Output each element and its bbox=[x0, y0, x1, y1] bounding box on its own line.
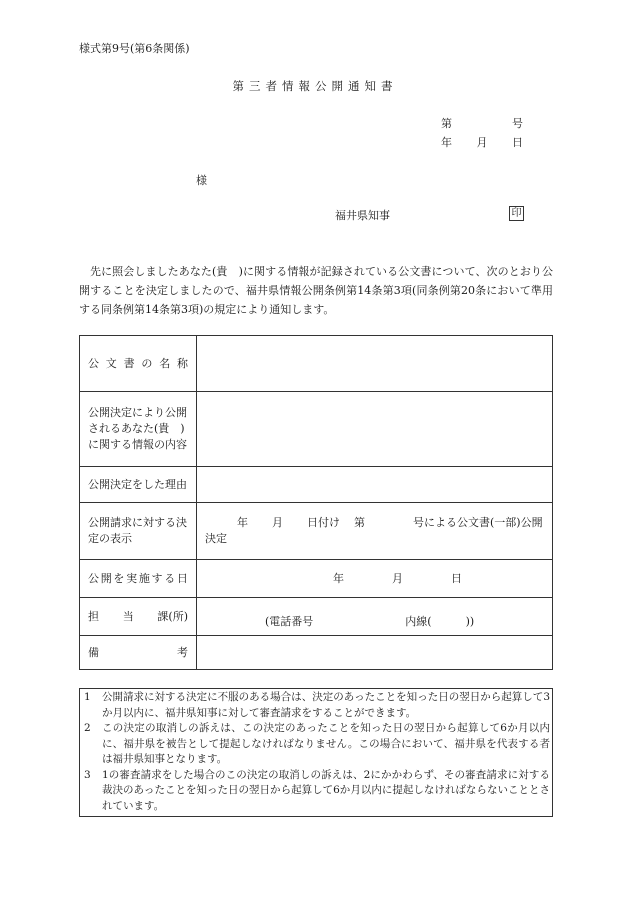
disclosed-info-label: 公開決定により公開されるあなた(貴 )に関する情報の内容 bbox=[80, 392, 197, 467]
table-row bbox=[80, 467, 553, 503]
note-number: 2 bbox=[84, 722, 91, 734]
note-number: 3 bbox=[84, 768, 91, 781]
document-name-value bbox=[197, 336, 553, 392]
document-name-label-char: 公 bbox=[88, 356, 99, 370]
remarks-value bbox=[197, 636, 553, 670]
decision-year: 年 bbox=[237, 516, 248, 529]
implementation-year: 年 bbox=[333, 571, 344, 585]
notice-table bbox=[79, 335, 553, 670]
document-number-label: 第 bbox=[441, 117, 452, 130]
department-label-char: 課(所) bbox=[157, 609, 188, 623]
implementation-date-label-char: す bbox=[151, 571, 163, 585]
document-name-label-char: 称 bbox=[176, 356, 188, 370]
seal-stamp: 印 bbox=[509, 206, 524, 221]
note-number: 1 bbox=[84, 691, 91, 703]
implementation-date-label-char: る bbox=[164, 571, 176, 585]
note-text: 公開請求に対する決定に不服のある場合は、決定のあったことを知った日の翌日から起算して3か月以内に、福井県知事に対して審査請求をすることができます。 bbox=[102, 691, 550, 719]
implementation-date-label-char: 実 bbox=[126, 571, 138, 585]
implementation-day: 日 bbox=[451, 571, 462, 585]
implementation-date-label bbox=[80, 560, 197, 598]
notes-box bbox=[79, 688, 553, 817]
implementation-date-label-char: を bbox=[113, 571, 125, 585]
issue-date-day: 日 bbox=[512, 136, 523, 149]
implementation-date-label-char: 施 bbox=[138, 571, 150, 585]
table-row bbox=[80, 503, 553, 560]
note-item bbox=[84, 690, 550, 721]
document-number-suffix: 号 bbox=[512, 117, 523, 130]
note-item bbox=[84, 721, 550, 768]
document-name-label bbox=[80, 336, 197, 392]
notice-body-text: 先に照会しましたあなた(貴 )に関する情報が記録されている公文書について、次のとおり公開することを決定しましたので、福井県情報公開条例第14条第3項(同条例第20条において準用する同条例第14条第3項)の規定により通知します。 bbox=[79, 265, 553, 316]
table-row bbox=[80, 598, 553, 636]
document-name-label-char: 名 bbox=[159, 356, 171, 370]
document-name-label-char: の bbox=[141, 356, 153, 370]
department-value bbox=[197, 598, 553, 636]
form-number: 様式第9号(第6条関係) bbox=[79, 42, 190, 55]
decision-number-prefix: 第 bbox=[354, 516, 365, 529]
decision-number-suffix: 号による公文書(一部)公開決定 bbox=[205, 516, 543, 545]
decision-display-label: 公開請求に対する決定の表示 bbox=[80, 503, 197, 560]
note-text: この決定の取消しの訴えは、この決定のあったことを知った日の翌日から起算して6か月以内に、福井県を被告として提起しなければなりません。この場合において、福井県を代表する者は福井県知事となります。 bbox=[102, 722, 550, 765]
implementation-date-value bbox=[197, 560, 553, 598]
document-name-label-char: 文 bbox=[105, 356, 117, 370]
decision-display-value bbox=[197, 503, 553, 560]
issuer-name: 福井県知事 bbox=[335, 209, 390, 222]
department-label-char: 担 bbox=[88, 609, 99, 623]
extension-label: 内線( bbox=[405, 614, 432, 628]
remarks-label bbox=[80, 636, 197, 670]
decision-reason-value bbox=[197, 467, 553, 503]
note-text: 1の審査請求をした場合のこの決定の取消しの訴えは、2にかかわらず、その審査請求に対する裁決のあったことを知った日の翌日から起算して6か月以内に提起しなければならないこととされています。 bbox=[102, 768, 550, 812]
extension-close: )) bbox=[465, 614, 475, 628]
implementation-date-label-char: 公 bbox=[88, 571, 99, 585]
decision-reason-label: 公開決定をした理由 bbox=[80, 467, 197, 503]
phone-number-label: (電話番号 bbox=[265, 614, 314, 628]
addressee-honorific: 様 bbox=[196, 174, 207, 187]
issue-date-month: 月 bbox=[476, 136, 488, 149]
implementation-month: 月 bbox=[392, 571, 403, 585]
table-row bbox=[80, 336, 553, 392]
department-label-char: 当 bbox=[122, 609, 134, 623]
department-label bbox=[80, 598, 197, 636]
table-row bbox=[80, 560, 553, 598]
issue-date-year: 年 bbox=[441, 136, 452, 149]
decision-month: 月 bbox=[272, 516, 283, 529]
table-row bbox=[80, 636, 553, 670]
remarks-label-char: 備 bbox=[88, 645, 99, 659]
document-name-label-char: 書 bbox=[123, 356, 135, 370]
implementation-date-label-char: 開 bbox=[100, 571, 112, 585]
table-row bbox=[80, 392, 553, 467]
remarks-label-char: 考 bbox=[177, 645, 188, 659]
implementation-date-label-char: 日 bbox=[176, 571, 188, 585]
note-item bbox=[84, 768, 550, 815]
document-title: 第三者情報公開通知書 bbox=[232, 79, 398, 93]
issue-date bbox=[441, 134, 523, 150]
decision-dated: 日付け bbox=[307, 516, 340, 529]
disclosed-info-value bbox=[197, 392, 553, 467]
